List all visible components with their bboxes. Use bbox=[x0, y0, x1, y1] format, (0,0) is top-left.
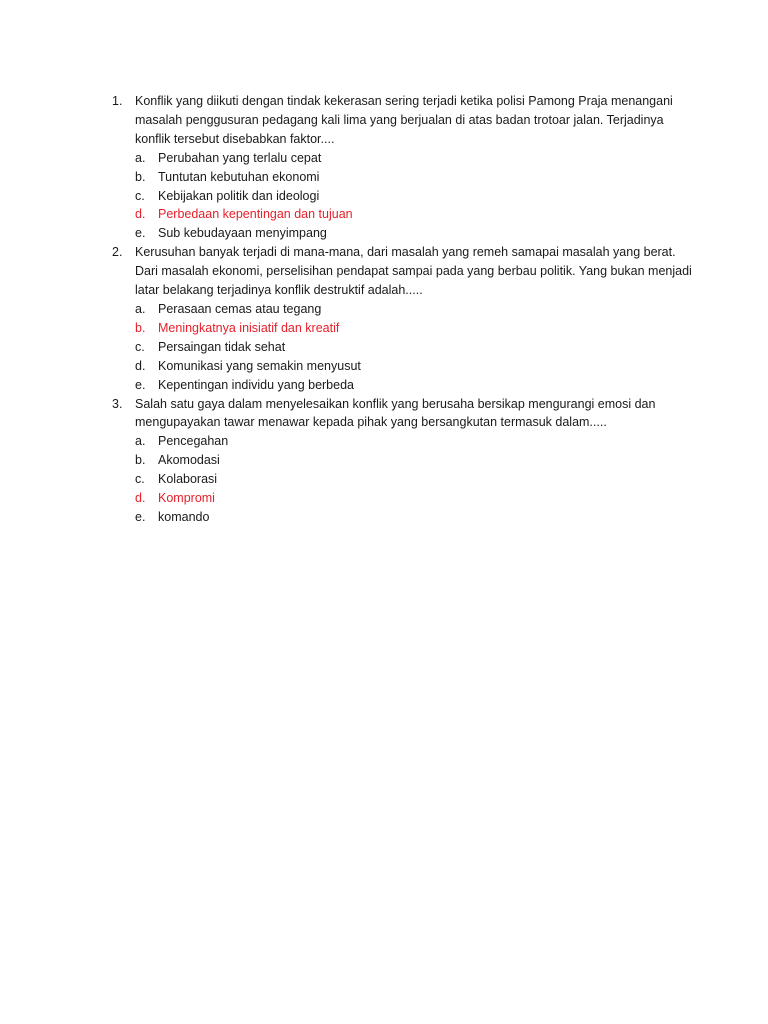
option-text: Perasaan cemas atau tegang bbox=[158, 301, 322, 316]
option-text: Kebijakan politik dan ideologi bbox=[158, 188, 320, 203]
option-text: komando bbox=[158, 509, 210, 524]
option-text: Akomodasi bbox=[158, 453, 220, 468]
option-letter: b. bbox=[135, 320, 146, 335]
question-list bbox=[112, 92, 692, 527]
question-2 bbox=[112, 243, 692, 394]
option-letter: c. bbox=[135, 339, 145, 354]
option-letter: d. bbox=[135, 207, 146, 222]
question-text: Salah satu gaya dalam menyelesaikan konflik yang berusaha bersikap mengurangi emosi dan mengupayakan tawar menawar kepada pihak yang bersangkutan termasuk dalam..... bbox=[135, 396, 656, 430]
option-letter: c. bbox=[135, 188, 145, 203]
answer-option bbox=[135, 187, 692, 206]
option-text: Pencegahan bbox=[158, 434, 229, 449]
question-number: 3. bbox=[112, 396, 123, 411]
question-3 bbox=[112, 395, 692, 527]
answer-option bbox=[135, 470, 692, 489]
question-text: Kerusuhan banyak terjadi di mana-mana, dari masalah yang remeh samapai masalah yang berat. Dari masalah ekonomi, perselisihan pendapat sampai pada yang berbau politik. Yang bukan menjadi latar belakang terjadinya konflik destruktif adalah..... bbox=[135, 245, 692, 298]
answer-option bbox=[135, 489, 692, 508]
option-letter: b. bbox=[135, 453, 146, 468]
option-letter: d. bbox=[135, 358, 146, 373]
option-letter: a. bbox=[135, 150, 146, 165]
answer-option bbox=[135, 224, 692, 243]
option-text: Persaingan tidak sehat bbox=[158, 339, 286, 354]
option-letter: a. bbox=[135, 434, 146, 449]
option-letter: b. bbox=[135, 169, 146, 184]
answer-option bbox=[135, 319, 692, 338]
option-letter: c. bbox=[135, 472, 145, 487]
answer-option bbox=[135, 149, 692, 168]
option-text: Perbedaan kepentingan dan tujuan bbox=[158, 207, 353, 222]
option-text: Kompromi bbox=[158, 491, 215, 506]
question-number: 1. bbox=[112, 94, 123, 108]
option-text: Kolaborasi bbox=[158, 472, 218, 487]
option-letter: e. bbox=[135, 509, 146, 524]
option-text: Tuntutan kebutuhan ekonomi bbox=[158, 169, 320, 184]
answer-option bbox=[135, 432, 692, 451]
question-number: 2. bbox=[112, 245, 123, 260]
answer-options bbox=[135, 149, 692, 244]
option-text: Kepentingan individu yang berbeda bbox=[158, 377, 354, 392]
answer-option bbox=[135, 205, 692, 224]
option-letter: e. bbox=[135, 377, 146, 392]
answer-options bbox=[135, 300, 692, 395]
answer-option bbox=[135, 451, 692, 470]
option-letter: a. bbox=[135, 301, 146, 316]
option-letter: d. bbox=[135, 491, 146, 506]
option-text: Komunikasi yang semakin menyusut bbox=[158, 358, 361, 373]
option-letter: e. bbox=[135, 226, 146, 241]
answer-option bbox=[135, 376, 692, 395]
answer-option bbox=[135, 338, 692, 357]
answer-option bbox=[135, 357, 692, 376]
option-text: Perubahan yang terlalu cepat bbox=[158, 150, 322, 165]
option-text: Meningkatnya inisiatif dan kreatif bbox=[158, 320, 340, 335]
answer-option bbox=[135, 300, 692, 319]
question-1 bbox=[112, 92, 692, 243]
option-text: Sub kebudayaan menyimpang bbox=[158, 226, 327, 241]
answer-option bbox=[135, 508, 692, 527]
answer-option bbox=[135, 168, 692, 187]
question-text: Konflik yang diikuti dengan tindak kekerasan sering terjadi ketika polisi Pamong Praja menangani masalah penggusuran pedagang kali lima yang berjualan di atas badan trotoar jalan. Terjadinya konflik tersebut disebabkan faktor.... bbox=[135, 94, 673, 146]
answer-options bbox=[135, 432, 692, 527]
